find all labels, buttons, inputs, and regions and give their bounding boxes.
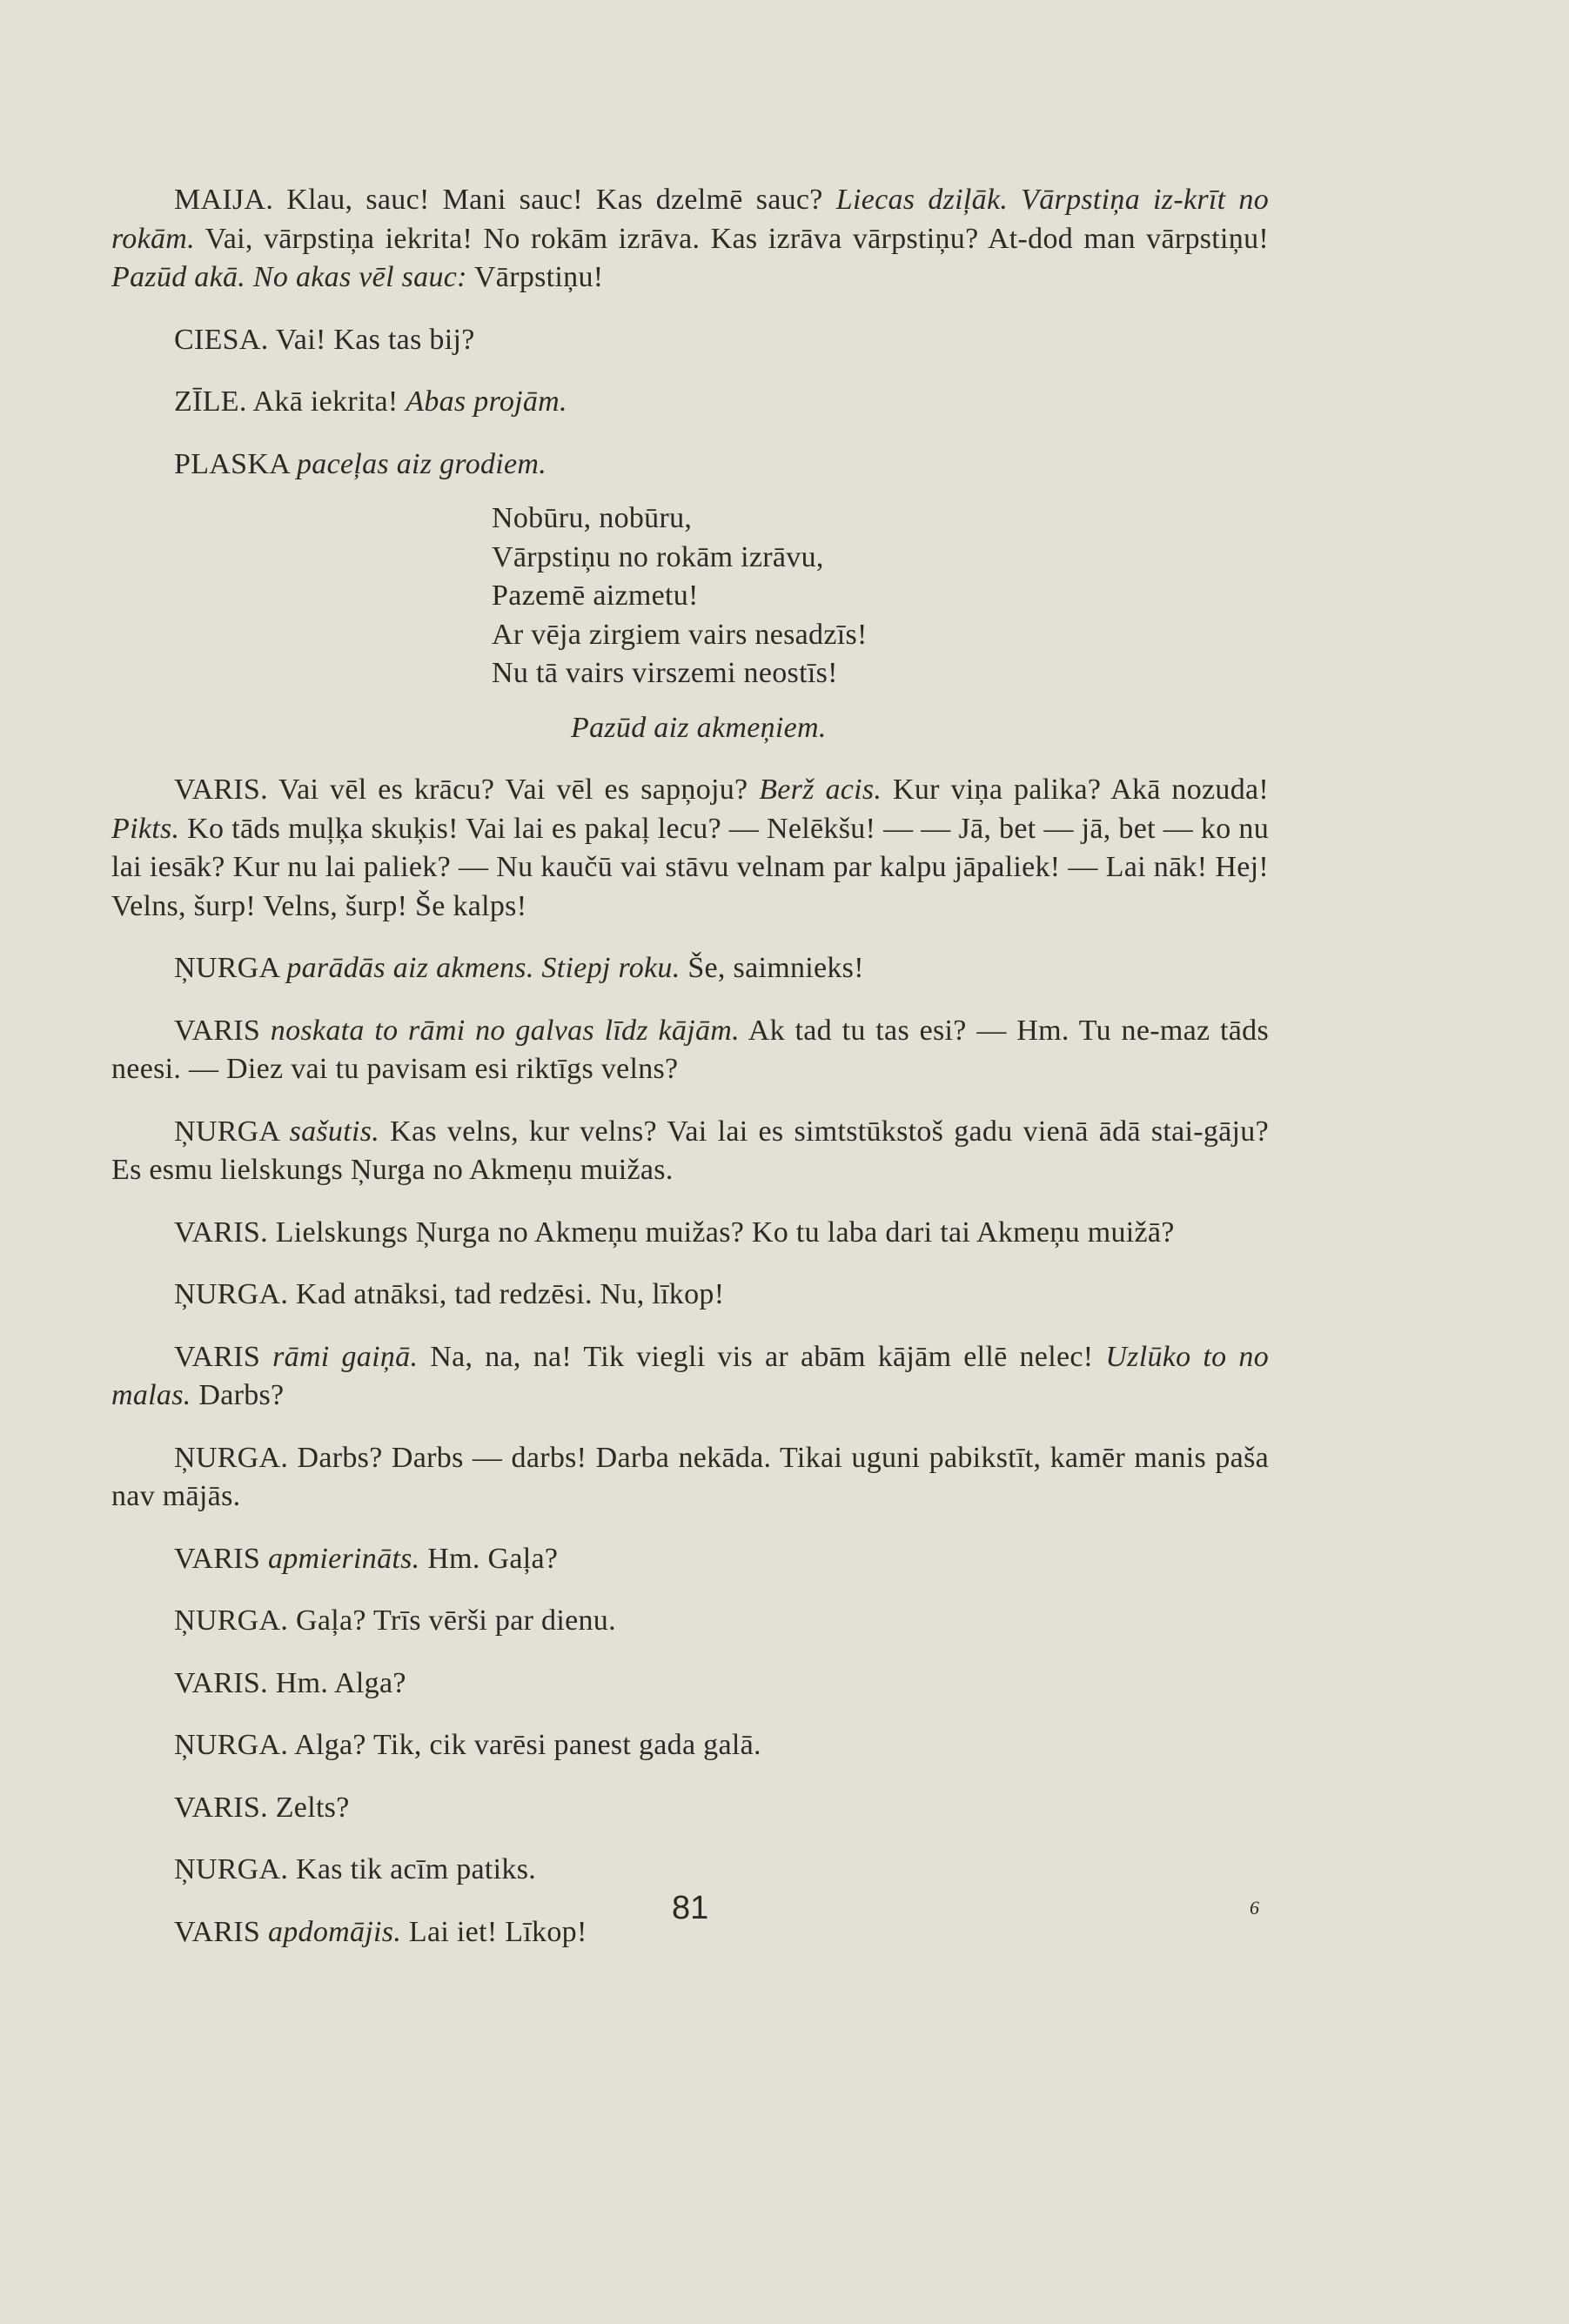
speech-text: ŅURGA — [174, 1115, 290, 1148]
dialogue-paragraph — [111, 949, 1269, 988]
speech-text: Ko tāds muļķa skuķis! Vai lai es pakaļ lecu? — Nelēkšu! — — Jā, bet — jā, bet — ko nu lai iesāk? Kur nu lai paliek? — Nu kaučū vai stāvu velnam par kalpu jāpaliek! — Lai nāk! Hej! Velns, šurp! Velns, šurp! Še kalps! — [111, 812, 1269, 922]
dialogue-paragraph — [111, 771, 1269, 926]
speech-text: Hm. Gaļa? — [419, 1542, 559, 1575]
speech-text: VARIS. Vai vēl es krācu? Vai vēl es sapņoju? — [174, 774, 760, 806]
stage-direction: Pikts. — [111, 812, 180, 845]
speech-text: ŅURGA. Gaļa? Trīs vērši par dienu. — [174, 1604, 616, 1637]
stage-direction: noskata to rāmi no galvas līdz kājām. — [270, 1014, 740, 1047]
verse-line: Ar vēja zirgiem vairs nesadzīs! — [492, 618, 868, 651]
dialogue-paragraph — [111, 1851, 1269, 1890]
dialogue-paragraph — [111, 1664, 1269, 1704]
dialogue-paragraph — [111, 181, 1269, 298]
dialogue-paragraph — [111, 1726, 1269, 1765]
speech-text: Ak tad tu tas esi? — Hm. Tu ne-maz tāds neesi. — Diez vai tu pavisam esi riktīgs velns? — [111, 1014, 1270, 1085]
dialogue-paragraph — [111, 1276, 1269, 1315]
stage-direction: Abas projām. — [406, 385, 567, 418]
dialogue-paragraph — [111, 1789, 1269, 1828]
dialogue-paragraph — [111, 1214, 1269, 1253]
verse-line: Nu tā vairs virszemi neostīs! — [492, 657, 838, 689]
dialogue-paragraph — [111, 1338, 1269, 1416]
speech-text: VARIS. Zelts? — [174, 1791, 350, 1824]
speech-text: ZĪLE. Akā iekrita! — [174, 385, 406, 418]
dialogue-paragraph — [111, 1540, 1269, 1579]
speech-text: Vārpstiņu! — [466, 261, 604, 293]
speech-text: VARIS. Hm. Alga? — [174, 1666, 406, 1699]
speech-text: Kas velns, kur velns? Vai lai es simtstūkstoš gadu vienā ādā stai-gāju? Es esmu lielskungs Ņurga no Akmeņu muižas. — [111, 1115, 1269, 1186]
speech-text: MAIJA. Klau, sauc! Mani sauc! Kas dzelmē sauc? — [174, 184, 836, 216]
speech-text: VARIS — [174, 1915, 268, 1948]
speech-text: ŅURGA — [174, 952, 287, 984]
dialogue-paragraph — [111, 321, 1269, 360]
verse-line: Vārpstiņu no rokām izrāvu, — [492, 540, 824, 573]
opening-dialogue — [111, 181, 1269, 484]
dialogue-block — [111, 771, 1269, 1952]
dialogue-paragraph — [111, 383, 1269, 422]
speech-text: Vai, vārpstiņa iekrita! No rokām izrāva. Kas izrāva vārpstiņu? At-dod man vārpstiņu! — [194, 222, 1269, 255]
stage-direction: Pazūd akā. No akas vēl sauc: — [111, 261, 467, 293]
speech-text: ŅURGA. Alga? Tik, cik varēsi panest gada galā. — [174, 1729, 761, 1761]
speech-text: ŅURGA. Kad atnāksi, tad redzēsi. Nu, līkop! — [174, 1278, 725, 1310]
stage-direction: apdomājis. — [267, 1915, 402, 1948]
dialogue-paragraph — [111, 1602, 1269, 1641]
speech-text: ŅURGA. Darbs? Darbs — darbs! Darba nekāda. Tikai uguni pabikstīt, kamēr manis paša nav mājās. — [111, 1441, 1269, 1512]
speech-text: VARIS. Lielskungs Ņurga no Akmeņu muižas? Ko tu laba dari tai Akmeņu muižā? — [174, 1216, 1175, 1249]
speech-text: Kur viņa palika? Akā nozuda! — [882, 774, 1270, 806]
dialogue-paragraph — [111, 445, 1269, 485]
signature-mark: 6 — [1250, 1897, 1259, 1919]
verse-line: Pazemē aizmetu! — [492, 579, 699, 612]
stage-direction: parādās aiz akmens. Stiepj roku. — [286, 952, 681, 984]
stage-direction: paceļas aiz grodiem. — [296, 447, 547, 480]
speech-text: Še, saimnieks! — [680, 952, 864, 984]
verse-stage-direction: Pazūd aiz akmeņiem. — [571, 711, 827, 744]
stage-direction: sašutis. — [289, 1115, 380, 1148]
speech-text: Na, na, na! Tik viegli vis ar abām kājām ellē nelec! — [418, 1340, 1106, 1373]
speech-text: VARIS — [174, 1542, 268, 1575]
stage-direction: Uzlūko to no malas. — [111, 1340, 1270, 1411]
page-text — [111, 181, 1269, 1975]
speech-text: PLASKA — [174, 447, 297, 480]
stage-direction: Liecas dziļāk. Vārpstiņa iz-krīt no rokām. — [111, 184, 1269, 255]
stage-direction: Berž acis. — [759, 774, 882, 806]
speech-text: VARIS — [174, 1340, 273, 1373]
dialogue-paragraph — [111, 1439, 1269, 1517]
page-number: 81 — [672, 1890, 709, 1926]
stage-direction: rāmi gaiņā. — [272, 1340, 419, 1373]
speech-text: VARIS — [174, 1014, 271, 1047]
verse-line: Nobūru, nobūru, — [492, 502, 693, 534]
speech-text: Darbs? — [191, 1379, 285, 1411]
verse-block — [492, 499, 1269, 693]
dialogue-paragraph — [111, 1012, 1269, 1089]
stage-direction: apmierināts. — [267, 1542, 420, 1575]
dialogue-paragraph — [111, 1113, 1269, 1190]
speech-text: Lai iet! Līkop! — [401, 1915, 587, 1948]
speech-text: CIESA. Vai! Kas tas bij? — [174, 323, 475, 356]
speech-text: ŅURGA. Kas tik acīm patiks. — [174, 1853, 537, 1885]
